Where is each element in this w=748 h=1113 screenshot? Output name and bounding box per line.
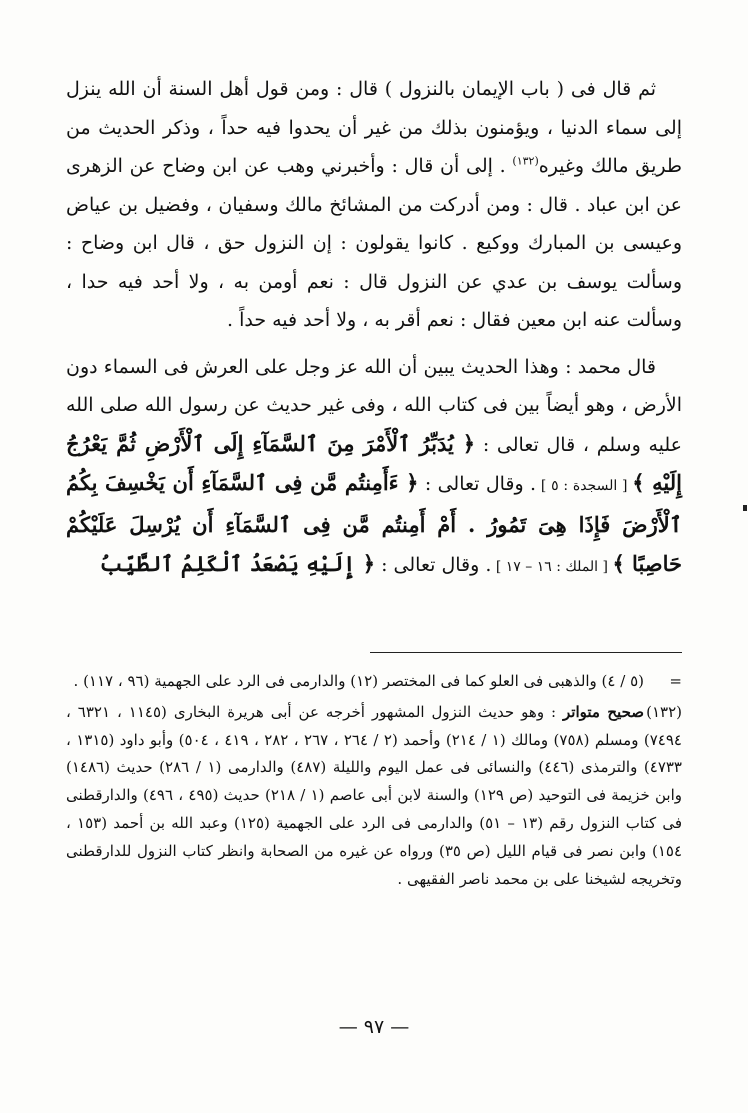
- paragraph-2-text-c: . وقال تعالى :: [375, 554, 492, 576]
- footnote-132: [66, 699, 682, 894]
- quran-verse-mulk: ﴿ ءَأَمِنتُم مَّن فِى ٱلسَّمَآءِ أَن يَخْسِفَ بِكُمُ ٱلْأَرْضَ فَإِذَا هِىَ تَمُورُ . أَمْ أَمِنتُم مَّن فِى ٱلسَّمَآءِ أَن يُرْسِلَ عَلَيْكُمْ حَاصِبًا ﴾: [66, 470, 682, 576]
- paragraph-1-text: ثم قال فى ( باب الإيمان بالنزول ) قال : ومن قول أهل السنة أن الله ينزل إلى سماء الدنيا ، ويؤمنون بذلك من غير أن يحدوا فيه حداً ، وذكر الحديث من طريق مالك وغيره: [66, 78, 682, 177]
- footnote-continuation: [66, 668, 682, 696]
- page-number: — ٩٧ —: [338, 1016, 410, 1038]
- footnote-grade: صحيح متواتر: [563, 702, 644, 721]
- quran-verse-fatir: ﴿ إِلَيْهِ يَصْعَدُ ٱلْكَلِمُ ٱلطَّيِّبُ: [99, 551, 376, 576]
- verse-reference-sajda: [ السجدة : ٥ ]: [536, 478, 633, 494]
- footnotes: [66, 668, 682, 893]
- footnote-ref-132[interactable]: (١٣٢): [512, 154, 539, 168]
- footnote-132-text: : وهو حديث النزول المشهور أخرجه عن أبى هريرة البخارى (١١٤٥ ، ٦٣٢١ ، ٧٤٩٤) ومسلم (٧٥٨) ومالك (١ / ٢١٤) وأحمد (٢ / ٢٦٤ ، ٢٦٧ ، ٢٨٢ ، ٤١٩ ، ٥٠٤) وأبو داود (١٣١٥ ، ٤٧٣٣) والترمذى (٤٤٦) والنسائى فى عمل اليوم والليلة (٤٨٧) والدارمى (١ / ٢٨٦) حديث (١٤٨٦) وابن خزيمة فى التوحيد (ص ١٢٩) والسنة لابن أبى عاصم (١ / ٢١٨) حديث (٤٩٥ ، ٤٩٦) والدارقطنى فى كتاب النزول رقم (١٣ – ٥١) والدارمى فى الرد على الجهمية (١٢٥) وعبد الله بن أحمد (١٥٣ ، ١٥٤) وابن نصر فى قيام الليل (ص ٣٥) ورواه عن غيره من الصحابة وانظر كتاب النزول للدارقطنى وتخريجه لشيخنا على بن محمد ناصر الفقيهى .: [66, 702, 682, 888]
- paragraph-2-text-b: . وقال تعالى :: [418, 473, 537, 495]
- footnote-continuation-text: (٥ / ٤) والذهبى فى العلو كما فى المختصر (١٢) والدارمى فى الرد على الجهمية (٩٦ ، ١١٧) .: [73, 672, 644, 690]
- paragraph-2-text-a: قال محمد : وهذا الحديث يبين أن الله عز وجل على العرش فى السماء دون الأرض ، وهو أيضاً بين فى كتاب الله ، وفى غير حديث عن رسول الله صلى الله عليه وسلم ، قال تعالى :: [66, 355, 682, 456]
- quran-verse-sajda: ﴿ يُدَبِّرُ ٱلْأَمْرَ مِنَ ٱلسَّمَآءِ إِلَى ٱلْأَرْضِ ثُمَّ يَعْرُجُ إِلَيْهِ ﴾: [66, 430, 682, 495]
- continuation-marker: =: [669, 672, 682, 690]
- footnote-separator: [370, 652, 682, 653]
- verse-reference-mulk: [ الملك : ١٦ – ١٧ ]: [491, 559, 613, 575]
- paragraph-1: [66, 70, 682, 340]
- main-text: [66, 70, 682, 587]
- paragraph-1-rest: . إلى أن قال : وأخبرني وهب عن ابن وضاح عن الزهرى عن ابن عباد . قال : ومن أدركت من المشائخ مالك وسفيان ، وفضيل بن عياض وعيسى بن المبارك ووكيع . كانوا يقولون : إن النزول حق ، قال ابن وضاح : وسألت يوسف بن عدي عن النزول قال : نعم أومن به ، ولا أحد فيه حدا ، وسألت عنه ابن معين فقال : نعم أقر به ، ولا أحد فيه حداً .: [66, 155, 682, 331]
- edge-mark: [743, 505, 747, 511]
- footnote-number: (١٣٢): [646, 702, 682, 721]
- paragraph-2: [66, 348, 682, 587]
